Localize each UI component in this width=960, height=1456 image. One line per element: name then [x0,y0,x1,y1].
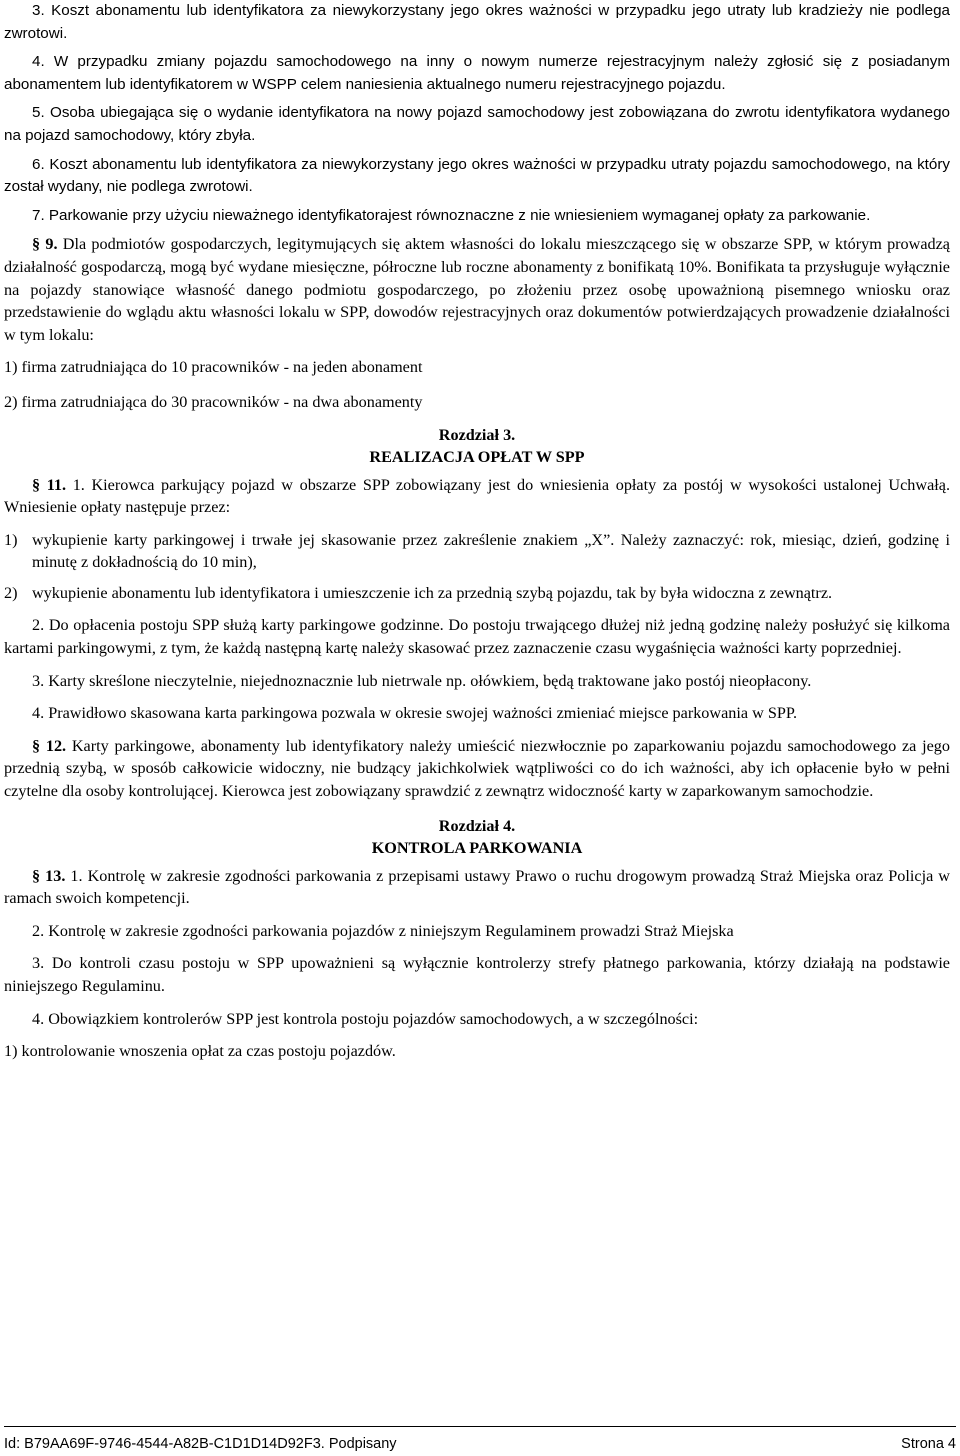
paragraph-3: 3. Koszt abonamentu lub identyfikatora za niewykorzystany jego okres ważności w przypadku jego utraty lub kradzieży nie podlega zwrotowi. [4,2,950,42]
section-13-number: § 13. [32,866,66,885]
paragraph-6: 6. Koszt abonamentu lub identyfikatora za niewykorzystany jego okres ważności w przypadku utraty pojazdu samochodowego, na który został wydany, nie podlega zwrotowi. [4,155,950,196]
chapter-3-heading [4,424,950,468]
section-11-number: § 11. [32,475,67,494]
page-number: Strona 4 [901,1436,956,1452]
section-11-item-1 [4,529,950,574]
paragraph-4: 4. W przypadku zmiany pojazdu samochodowego na inny o nowym numerze rejestracyjnym należy zgłosić się z posiadanym abonamentem lub identyfikatorem w WSPP celem naniesienia aktualnego numeru rejestracyjnego pojazdu. [4,53,950,93]
list-number: 1) [4,530,18,549]
section-11-paragraph-3: 3. Karty skreślone nieczytelnie, niejednoznacznie lub nietrwale np. ołówkiem, będą traktowane jako postój nieopłacony. [32,671,812,690]
list-number: 2) [4,583,18,602]
section-9-item-1: 1) firma zatrudniająca do 10 pracowników - na jeden abonament [4,358,423,377]
paragraph-5: 5. Osoba ubiegająca się o wydanie identyfikatora na nowy pojazd samochodowy jest zobowiązana do zwrotu identyfikatora wydanego na pojazd samochodowy, który zbyła. [4,104,950,144]
section-11-item-2 [4,582,950,605]
section-13-item-1: 1) kontrolowanie wnoszenia opłat za czas postoju pojazdów. [4,1042,396,1061]
section-12-text: Karty parkingowe, abonamenty lub identyfikatory należy umieścić niezwłocznie po zaparkowaniu pojazdu samochodowego za jego przednią szybą, w sposób całkowicie widoczny, nie budzący jakichkolwiek wątpliwości co do ich ważności, aby ich opłacenie było w pełni czytelne dla osoby kontrolującej. Kierowca jest zobowiązany sprawdzić z zewnątrz widoczność karty w zaparkowanym samochodzie. [4,736,950,801]
section-13-text: 1. Kontrolę w zakresie zgodności parkowania z przepisami ustawy Prawo o ruchu drogowym prowadzą Straż Miejska oraz Policja w ramach swoich kompetencji. [4,866,950,908]
page-footer [4,1426,956,1456]
section-13-paragraph-3: 3. Do kontroli czasu postoju w SPP upoważnieni są wyłącznie kontrolerzy strefy płatnego parkowania, którzy działają na podstawie niniejszego Regulaminu. [4,954,950,995]
document-id: Id: B79AA69F-9746-4544-A82B-C1D1D14D92F3. Podpisany [4,1436,397,1452]
section-9-number: § 9. [32,235,58,254]
chapter-4-title: KONTROLA PARKOWANIA [371,838,583,857]
list-text: wykupienie abonamentu lub identyfikatora i umieszczenie ich za przednią szybą pojazdu, tak by była widoczna z zewnątrz. [32,583,833,602]
section-9-item-2: 2) firma zatrudniająca do 30 pracowników - na dwa abonamenty [4,392,423,411]
chapter-4-label: Rozdział 4. [438,816,516,835]
section-13-paragraph-2: 2. Kontrolę w zakresie zgodności parkowania pojazdów z niniejszym Regulaminem prowadzi Straż Miejska [32,921,734,940]
section-11-paragraph-4: 4. Prawidłowo skasowana karta parkingowa pozwala w okresie swojej ważności zmieniać miejsce parkowania w SPP. [32,704,798,723]
section-9 [4,233,950,346]
paragraph-7: 7. Parkowanie przy użyciu nieważnego identyfikatorajest równoznaczne z nie wniesieniem wymaganej opłaty za parkowanie. [32,206,871,224]
chapter-3-label: Rozdział 3. [438,425,516,444]
section-12-number: § 12. [32,736,67,755]
section-11-paragraph-2: 2. Do opłacenia postoju SPP służą karty parkingowe godzinne. Do postoju trwającego dłużej niż jedną godzinę należy posłużyć się kilkoma kartami parkingowymi, z tym, że każdą następną kartę należy skasować przez zaznaczenie czasu wygaśnięcia ważności karty poprzedniej. [4,616,950,658]
section-13-paragraph-4: 4. Obowiązkiem kontrolerów SPP jest kontrola postoju pojazdów samochodowych, a w szczególności: [32,1009,699,1028]
section-13 [4,865,950,910]
section-12 [4,735,950,803]
chapter-3-title: REALIZACJA OPŁAT W SPP [369,447,585,466]
section-9-text: Dla podmiotów gospodarczych, legitymujących się aktem własności do lokalu mieszczącego się w obszarze SPP, w którym prowadzą działalność gospodarczą, mogą być wydane miesięczne, półroczne lub roczne abonamenty z bonifikatą 10%. Bonifikata ta przysługuje wyłącznie na pojazdy stanowiące własność danego podmiotu gospodarczego, po złożeniu przez osobę upoważnioną pisemnego wniosku oraz przedstawienie do wglądu aktu własności lokalu w SPP, dowodów rejestracyjnych oraz dokumentów potwierdzających prowadzenie działalności w tym lokalu: [4,235,950,344]
section-11-text: 1. Kierowca parkujący pojazd w obszarze SPP zobowiązany jest do wniesienia opłaty za postój w wysokości ustalonej Uchwałą. Wniesienie opłaty następuje przez: [4,475,951,517]
section-11 [4,474,950,519]
list-text: wykupienie karty parkingowej i trwałe jej skasowanie przez zakreślenie znakiem „X”. Należy zaznaczyć: rok, miesiąc, dzień, godzinę i minutę z dokładnością do 10 min), [32,530,950,572]
document-body [4,0,950,1069]
chapter-4-heading [4,815,950,859]
